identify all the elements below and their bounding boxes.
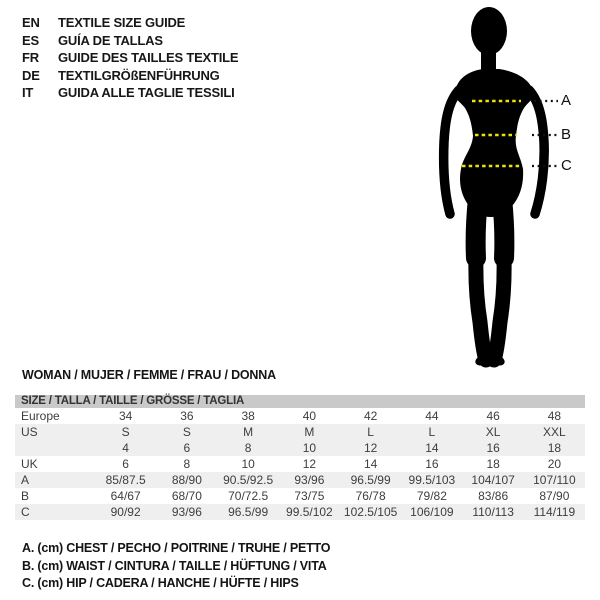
legend-line: A. (cm) CHEST / PECHO / POITRINE / TRUHE / PETTO xyxy=(22,541,331,555)
table-row-label: C xyxy=(21,505,30,519)
table-row xyxy=(15,408,585,424)
table-cell: 10 xyxy=(241,457,255,471)
language-code: ES xyxy=(22,32,39,48)
table-cell: 6 xyxy=(122,457,129,471)
table-cell: M xyxy=(243,425,254,439)
legend-line: B. (cm) WAIST / CINTURA / TAILLE / HÜFTUNG / VITA xyxy=(22,558,327,573)
table-row-label: B xyxy=(21,489,30,503)
table-cell: 107/110 xyxy=(533,473,576,487)
table-cell: 106/109 xyxy=(410,505,454,519)
table-row-label: A xyxy=(21,473,30,487)
table-cell: 8 xyxy=(183,457,191,471)
table-cell: 96.5/99 xyxy=(228,505,269,519)
language-code: IT xyxy=(22,85,34,101)
table-cell: 48 xyxy=(547,409,562,423)
table-cell: 14 xyxy=(363,457,378,471)
table-cell: 83/86 xyxy=(478,489,509,503)
table-row xyxy=(15,424,585,440)
table-cell: 99.5/103 xyxy=(408,473,456,487)
table-cell: 87/90 xyxy=(539,489,570,503)
table-cell: S xyxy=(182,425,191,439)
table-cell: 64/67 xyxy=(110,489,141,503)
table-row-label xyxy=(15,440,95,456)
table-cell: 16 xyxy=(486,441,500,455)
language-title-list xyxy=(22,14,382,102)
table-cell: 34 xyxy=(118,409,133,423)
language-row xyxy=(22,67,382,85)
table-cell: 73/75 xyxy=(294,489,325,503)
language-code: FR xyxy=(22,50,39,66)
table-cell: 18 xyxy=(547,441,562,455)
language-row xyxy=(22,49,382,67)
language-code: DE xyxy=(22,67,40,83)
table-cell: 38 xyxy=(241,409,255,423)
table-cell: 79/82 xyxy=(416,489,447,503)
section-title-woman: WOMAN / MUJER / FEMME / FRAU / DONNA xyxy=(22,368,276,382)
table-row xyxy=(15,440,585,456)
size-table-header: SIZE / TALLA / TAILLE / GRÖSSE / TAGLIA xyxy=(15,395,585,408)
table-cell: 99.5/102 xyxy=(286,505,333,519)
language-row xyxy=(22,32,382,50)
table-cell: 70/72.5 xyxy=(228,489,269,503)
language-label: TEXTILGRÖßENFÜHRUNG xyxy=(58,67,220,83)
table-cell: 14 xyxy=(425,441,439,455)
measurement-letter: B xyxy=(561,126,572,143)
table-cell: 18 xyxy=(486,457,500,471)
table-cell: 104/107 xyxy=(471,473,515,487)
table-cell: 90/92 xyxy=(110,505,141,519)
language-row xyxy=(22,84,382,102)
language-label: GUIDE DES TAILLES TEXTILE xyxy=(58,50,239,66)
table-cell: 10 xyxy=(302,441,317,455)
table-cell: 40 xyxy=(302,409,317,423)
table-cell: 46 xyxy=(486,409,500,423)
table-cell: 93/96 xyxy=(294,473,325,487)
measurement-legend xyxy=(22,540,582,593)
woman-silhouette-icon xyxy=(380,0,600,380)
table-cell: 88/90 xyxy=(171,473,202,487)
table-cell: L xyxy=(367,425,374,439)
table-row-label: US xyxy=(21,425,38,439)
language-label: GUIDA ALLE TAGLIE TESSILI xyxy=(58,85,235,101)
table-row-label: Europe xyxy=(21,409,60,423)
table-cell: 76/78 xyxy=(355,489,386,503)
language-row xyxy=(22,14,382,32)
table-cell: 68/70 xyxy=(171,489,202,503)
table-cell: 20 xyxy=(547,457,562,471)
table-row xyxy=(15,488,585,504)
table-cell: 36 xyxy=(180,409,194,423)
table-cell: 8 xyxy=(244,441,252,455)
table-cell: 93/96 xyxy=(171,505,202,519)
table-cell: 4 xyxy=(122,441,129,455)
table-cell: XXL xyxy=(543,425,566,439)
table-cell: L xyxy=(428,425,436,439)
table-row xyxy=(15,456,585,472)
table-row-label: UK xyxy=(21,457,38,471)
table-row xyxy=(15,472,585,488)
table-cell: 16 xyxy=(425,457,439,471)
table-cell: 85/87.5 xyxy=(105,473,146,487)
table-cell: XL xyxy=(485,425,501,439)
measurement-letter: C xyxy=(561,157,572,174)
table-cell: 96.5/99 xyxy=(350,473,391,487)
table-cell: 6 xyxy=(183,441,191,455)
table-row xyxy=(15,504,585,520)
language-label: TEXTILE SIZE GUIDE xyxy=(58,15,186,30)
table-cell: 12 xyxy=(302,457,317,471)
legend-line: C. (cm) HIP / CADERA / HANCHE / HÜFTE / HIPS xyxy=(22,576,299,590)
table-cell: S xyxy=(121,425,130,439)
size-table xyxy=(15,395,585,520)
language-code: EN xyxy=(22,15,40,30)
table-cell: 102.5/105 xyxy=(343,505,398,519)
woman-silhouette-figure xyxy=(380,0,600,380)
table-cell: 44 xyxy=(425,409,439,423)
size-table-body xyxy=(15,408,585,520)
table-cell: 12 xyxy=(363,441,378,455)
table-cell: 90.5/92.5 xyxy=(223,473,274,487)
table-cell: 114/119 xyxy=(533,505,576,519)
table-cell: M xyxy=(304,425,315,439)
table-cell: 110/113 xyxy=(472,505,514,519)
language-label: GUÍA DE TALLAS xyxy=(58,32,163,48)
measurement-letter: A xyxy=(561,92,572,109)
table-cell: 42 xyxy=(363,409,378,423)
